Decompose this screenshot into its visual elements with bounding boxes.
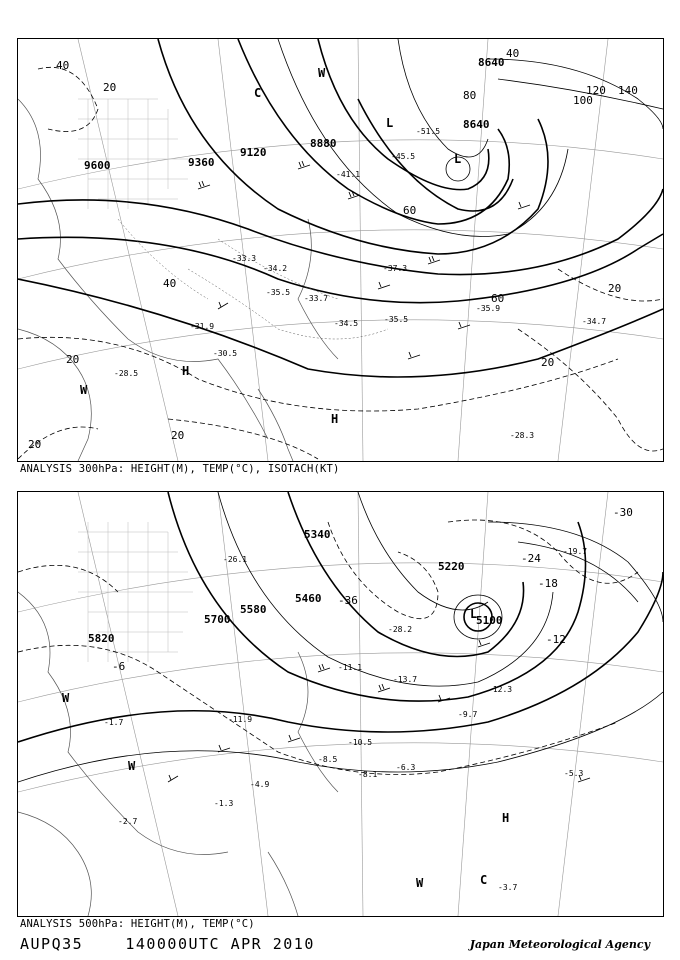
temp-label: -41.1 [336,170,361,179]
isotach-label: 80 [463,89,477,102]
height-contours [18,492,663,742]
agency-name: Japan Meteorological Agency [469,938,650,951]
graticule [18,39,663,461]
temp-label: -35.5 [384,315,409,324]
temp-label: -8.5 [318,755,338,764]
height-label-5100: 5100 [476,614,503,627]
caption-300hpa: ANALYSIS 300hPa: HEIGHT(M), TEMP(°C), ISOTACH(KT) [20,463,340,475]
isotach-label: 40 [506,47,520,60]
height-label-8640-a: 8640 [478,56,505,69]
temp-label: -1.7 [104,718,124,727]
isotach-label: 100 [573,94,593,107]
height-label-8880: 8880 [310,137,337,150]
isotherm-label: -24 [521,552,541,565]
temp-label: -6.3 [396,763,416,772]
map-500hpa-svg [18,492,663,916]
low-center: L [470,607,478,621]
height-label-5820: 5820 [88,632,115,645]
height-label-8640-b: 8640 [463,118,490,131]
map-300hpa-svg [18,39,663,461]
isotach-label: 20 [171,429,185,442]
caption-500hpa: ANALYSIS 500hPa: HEIGHT(M), TEMP(°C) [20,918,255,930]
low-center: L [386,116,394,130]
isotherm-label: -18 [538,577,558,590]
temp-label: -9.7 [458,710,478,719]
temp-label: -5.3 [564,769,584,778]
height-label-5580: 5580 [240,603,267,616]
temp-label: -34.7 [582,317,607,326]
map-panel-500hpa [17,491,664,917]
chart-footer [20,935,315,953]
hatched-area [78,99,188,209]
isotachs [18,67,663,459]
temp-label: -1.3 [214,799,234,808]
temp-label: -35.9 [476,304,501,313]
isotherm-label: -36 [338,594,358,607]
isotach-label: 120 [586,84,606,97]
high-center: H [331,412,339,426]
isotherm-label: -30 [613,506,633,519]
temp-label: -33.7 [304,294,329,303]
temp-label: -3.7 [498,883,518,892]
height-label-5460: 5460 [295,592,322,605]
isotherms [18,520,638,775]
map-panel-300hpa [17,38,664,462]
temp-label: -26.1 [223,555,248,564]
warm-center: W [318,66,326,80]
temp-label: -34.2 [263,264,288,273]
height-label-5340: 5340 [304,528,331,541]
isotherm-label: -12 [546,633,566,646]
isotach-label: 60 [491,292,505,305]
isotach-label: 20 [28,438,42,451]
temp-label: -2.7 [118,817,138,826]
wind-barbs [168,640,590,782]
temp-label: -35.5 [266,288,291,297]
temp-label: -4.9 [250,780,270,789]
temp-label: -8.1 [358,770,378,779]
temp-label: -37.3 [383,264,408,273]
temp-label: -13.7 [393,675,418,684]
isotach-label: 40 [56,59,70,72]
chart-code: AUPQ35 [20,935,84,953]
coastlines [18,592,338,916]
cold-center: C [254,86,262,100]
temp-label: -12.3 [488,685,513,694]
isotach-label: 20 [66,353,80,366]
temp-label: -11.1 [338,663,363,672]
height-label-9360: 9360 [188,156,215,169]
temp-label: -51.5 [416,127,441,136]
temp-label: -31.9 [190,322,215,331]
height-label-5220: 5220 [438,560,465,573]
temp-label: -34.5 [334,319,359,328]
warm-center: W [416,876,424,890]
isotach-label: 20 [608,282,622,295]
temp-label: -45.5 [391,152,416,161]
height-label-5700: 5700 [204,613,231,626]
warm-center: W [80,383,88,397]
warm-center: W [128,759,136,773]
temp-label: -19.7 [563,547,588,556]
temp-label: -28.5 [114,369,139,378]
chart-datetime: 140000UTC APR 2010 [125,935,315,953]
coastlines [18,99,338,461]
temp-label: -11.9 [228,715,253,724]
isotach-label: 20 [103,81,117,94]
temp-label: -10.5 [348,738,373,747]
isotach-label: 60 [403,204,417,217]
height-label-9120: 9120 [240,146,267,159]
isotherm-label: -6 [112,660,126,673]
temp-label: -30.5 [213,349,238,358]
height-label-9600: 9600 [84,159,111,172]
isotach-label: 20 [541,356,555,369]
high-center: H [182,364,190,378]
high-center: H [502,811,510,825]
low-center: L [454,152,462,166]
temp-label: -28.2 [388,625,413,634]
temp-label: -28.3 [510,431,535,440]
warm-center: W [62,691,70,705]
isotach-label: 140 [618,84,638,97]
cold-center: C [480,873,488,887]
isotach-label: 40 [163,277,177,290]
temp-label: -33.3 [232,254,257,263]
